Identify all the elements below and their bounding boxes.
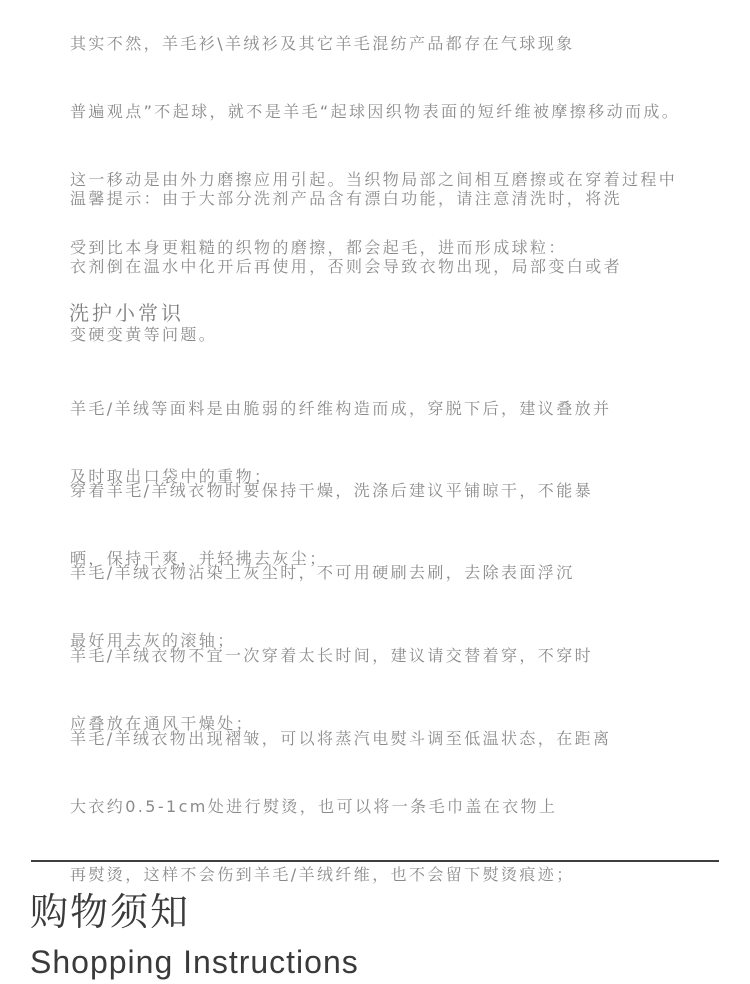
care-tip-line: 羊毛/羊绒衣物出现褶皱，可以将蒸汽电熨斗调至低温状态，在距离 — [70, 729, 612, 748]
intro-line: 普遍观点”不起球，就不是羊毛“起球因织物表面的短纤维被摩擦移动而成。 — [70, 102, 681, 121]
care-tip-line: 晒，保持干爽，并轻拂去灰尘； — [70, 549, 328, 568]
tip-line: 衣剂倒在温水中化开后再使用，否则会导致衣物出现，局部变白或者 — [70, 257, 623, 276]
intro-line: 这一移动是由外力磨擦应用引起。当织物局部之间相互磨擦或在穿着过程中 — [70, 170, 678, 189]
care-tip-line: 羊毛/羊绒衣物不宜一次穿着太长时间，建议请交替着穿，不穿时 — [70, 646, 593, 665]
section-divider — [31, 860, 719, 862]
intro-line: 其实不然，羊毛衫\羊绒衫及其它羊毛混纺产品都存在气球现象 — [70, 34, 575, 53]
care-tip-line: 穿着羊毛/羊绒衣物时要保持干燥，洗涤后建议平铺晾干，不能暴 — [70, 481, 593, 500]
shopping-instructions-subtitle: Shopping Instructions — [30, 944, 359, 980]
care-tip-line: 再熨烫，这样不会伤到羊毛/羊绒纤维，也不会留下熨烫痕迹； — [70, 865, 575, 884]
tip-line: 变硬变黄等问题。 — [70, 325, 218, 344]
shopping-instructions-title: 购物须知 — [30, 890, 191, 934]
warm-tip-paragraph — [70, 146, 742, 369]
tip-line: 温馨提示：由于大部分洗剂产品含有漂白功能，请注意清洗时，将洗 — [70, 189, 623, 208]
care-tips-heading: 洗护小常识 — [69, 301, 184, 325]
care-tip-line: 及时取出口袋中的重物； — [70, 467, 273, 486]
care-tip-line: 最好用去灰的滚轴； — [70, 631, 236, 650]
care-tip-line: 大衣约0.5-1cm处进行熨烫，也可以将一条毛巾盖在衣物上 — [70, 797, 558, 816]
care-tip-line: 应叠放在通风干燥处； — [70, 714, 255, 733]
care-tip-item — [70, 686, 742, 909]
care-tip-line: 羊毛/羊绒衣物沾染上灰尘时，不可用硬刷去刷，去除表面浮沉 — [70, 563, 575, 582]
intro-line: 受到比本身更粗糙的织物的磨擦，都会起毛，进而形成球粒： — [70, 238, 567, 257]
care-tip-line: 羊毛/羊绒等面料是由脆弱的纤维构造而成，穿脱下后，建议叠放并 — [70, 399, 612, 418]
